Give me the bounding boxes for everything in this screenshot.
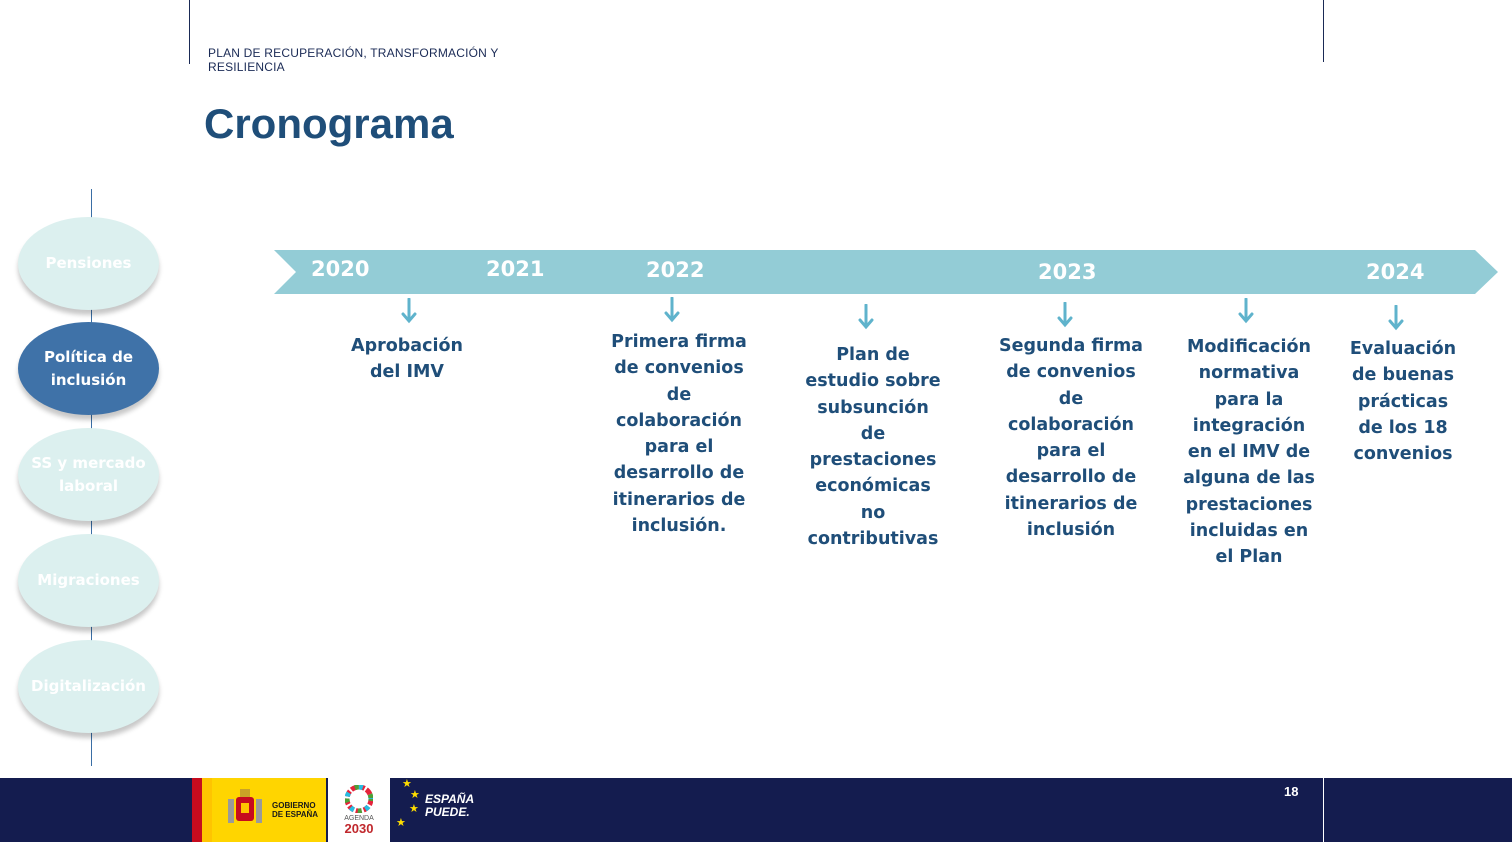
nav-item-label: Digitalización	[31, 677, 146, 695]
header-left-rule	[189, 0, 190, 64]
nav-item-label: SS y mercado laboral	[31, 453, 146, 495]
eu-star-icon: ★	[402, 778, 412, 790]
header-right-rule	[1323, 0, 1324, 62]
timeline-arrow	[274, 250, 1498, 294]
nav-item-pensiones[interactable]	[18, 217, 159, 310]
program-header: PLAN DE RECUPERACIÓN, TRANSFORMACIÓN Y RESILIENCIA	[208, 46, 499, 74]
espana-puede-line2: PUEDE.	[425, 805, 470, 819]
nav-item-label: Migraciones	[37, 571, 140, 589]
gobierno-logo	[192, 778, 326, 842]
event-evaluacion: Evaluación de buenas prácticas de los 18 convenios	[1349, 339, 1457, 465]
nav-item-label: Política de inclusión	[43, 347, 134, 389]
year-2021: 2021	[486, 257, 545, 281]
agenda-2030-logo	[328, 778, 390, 842]
down-arrow-icon	[401, 298, 417, 324]
nav-item-politica-inclusion[interactable]	[18, 322, 159, 415]
event-modificacion-normativa: Modificación normativa para la integración en el IMV de alguna de las prestaciones incluidas en el Plan	[1183, 337, 1315, 568]
agenda-year: 2030	[344, 821, 374, 836]
down-arrow-icon	[664, 297, 680, 323]
year-2024: 2024	[1366, 260, 1425, 284]
down-arrow-icon	[858, 304, 874, 330]
gobierno-label: GOBIERNO DE ESPAÑA	[272, 801, 319, 819]
event-aprobacion-imv: Aprobación del IMV	[351, 336, 463, 383]
coat-of-arms-icon	[222, 785, 268, 835]
year-2020: 2020	[311, 257, 370, 281]
page-number: 18	[1284, 784, 1299, 799]
eu-star-icon: ★	[410, 789, 420, 801]
event-primera-firma: Primera firma de convenios de colaboración para el desarrollo de itinerarios de inclusión.	[611, 332, 747, 537]
nav-item-label: Pensiones	[45, 254, 132, 272]
spain-flag-icon	[192, 778, 212, 842]
footer-right-rule	[1323, 778, 1324, 842]
down-arrow-icon	[1238, 298, 1254, 324]
down-arrow-icon	[1388, 305, 1404, 331]
espana-puede-logo	[425, 793, 474, 819]
year-2023: 2023	[1038, 260, 1097, 284]
event-segunda-firma: Segunda firma de convenios de colaboración para el desarrollo de itinerarios de inclusión	[999, 336, 1143, 541]
nav-item-ss-mercado-laboral[interactable]	[18, 428, 159, 521]
nav-item-digitalizacion[interactable]	[18, 640, 159, 733]
year-2022: 2022	[646, 258, 705, 282]
sdg-wheel-icon	[345, 785, 373, 813]
eu-star-icon: ★	[409, 803, 419, 815]
agenda-label: AGENDA	[344, 815, 374, 822]
nav-item-migraciones[interactable]	[18, 534, 159, 627]
espana-puede-line1: ESPAÑA	[425, 792, 475, 806]
page-title: Cronograma	[204, 100, 454, 147]
down-arrow-icon	[1057, 302, 1073, 328]
event-plan-estudio: Plan de estudio sobre subsunción de prestaciones económicas no contributivas	[805, 345, 941, 550]
eu-star-icon: ★	[396, 817, 406, 829]
